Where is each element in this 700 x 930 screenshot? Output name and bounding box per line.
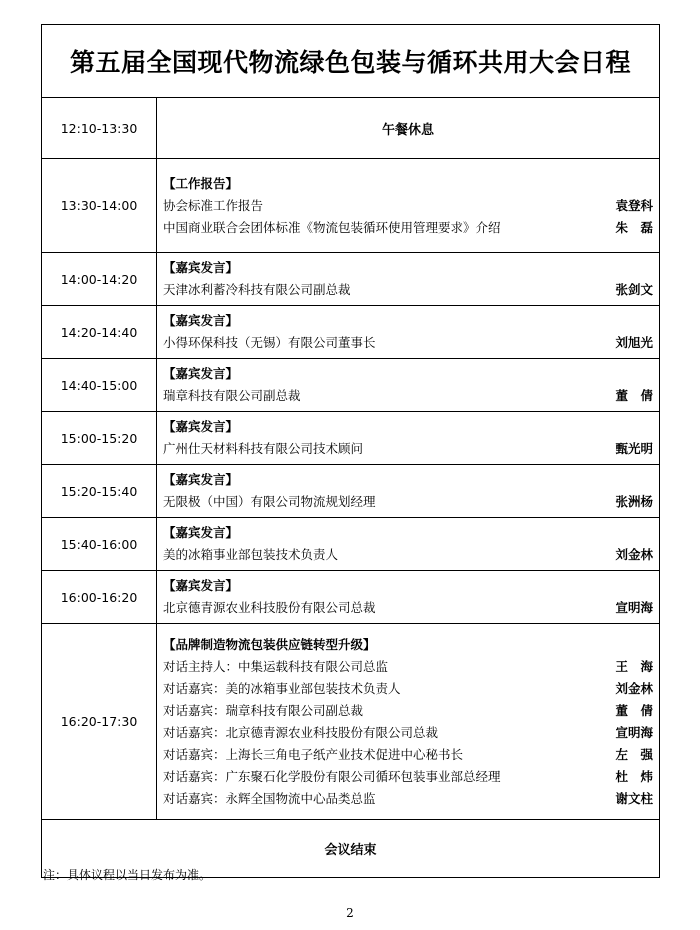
section-heading: 【嘉宾发言】	[163, 525, 239, 540]
session-content	[157, 518, 660, 571]
time-cell: 14:00-14:20	[42, 253, 157, 306]
session-row	[42, 253, 660, 306]
speaker-line	[163, 678, 653, 700]
speaker-line	[163, 385, 653, 407]
speaker-line	[163, 217, 653, 239]
time-cell: 16:00-16:20	[42, 571, 157, 624]
speaker-name: 宣明海	[615, 600, 654, 615]
speaker-line	[163, 700, 653, 722]
time-cell: 12:10-13:30	[42, 98, 157, 159]
time-cell: 15:00-15:20	[42, 412, 157, 465]
session-row	[42, 465, 660, 518]
section-heading: 【嘉宾发言】	[163, 578, 239, 593]
speaker-name: 刘金林	[615, 680, 654, 696]
speaker-name: 左 强	[615, 746, 654, 762]
speaker-name: 董 倩	[615, 388, 654, 403]
speaker-name: 王 海	[615, 658, 654, 674]
speaker-line	[163, 332, 653, 354]
speaker-name: 宣明海	[615, 724, 654, 740]
session-row	[42, 571, 660, 624]
speaker-name: 杜 炜	[615, 768, 654, 784]
speaker-name: 谢文柱	[615, 790, 654, 806]
session-row	[42, 159, 660, 253]
session-content	[157, 359, 660, 412]
talk-title: 北京德青源农业科技股份有限公司总裁	[163, 600, 376, 615]
section-heading: 【嘉宾发言】	[163, 313, 239, 328]
speaker-name: 刘金林	[615, 547, 654, 562]
talk-title: 瑞章科技有限公司副总裁	[163, 388, 301, 403]
session-content	[157, 624, 660, 820]
talk-title: 对话嘉宾：上海长三角电子纸产业技术促进中心秘书长	[163, 746, 464, 762]
talk-title: 对话主持人：中集运载科技有限公司总监	[163, 658, 389, 674]
talk-title: 天津冰利蓄冷科技有限公司副总裁	[163, 282, 351, 297]
talk-title: 对话嘉宾：永辉全国物流中心品类总监	[163, 790, 376, 806]
session-content	[157, 571, 660, 624]
speaker-line	[163, 766, 653, 788]
speaker-name: 朱 磊	[615, 219, 654, 235]
speaker-name: 张洲杨	[615, 494, 654, 509]
time-cell: 14:40-15:00	[42, 359, 157, 412]
speaker-line	[163, 195, 653, 217]
session-row	[42, 359, 660, 412]
speaker-line	[163, 788, 653, 810]
speaker-line	[163, 722, 653, 744]
section-heading: 【嘉宾发言】	[163, 366, 239, 381]
session-row	[42, 624, 660, 820]
speaker-name: 刘旭光	[615, 335, 654, 350]
talk-title: 协会标准工作报告	[163, 197, 264, 213]
speaker-name: 甄光明	[615, 441, 654, 456]
section-heading: 【工作报告】	[163, 175, 239, 191]
talk-title: 美的冰箱事业部包装技术负责人	[163, 547, 339, 562]
session-content	[157, 253, 660, 306]
speaker-name: 董 倩	[615, 702, 654, 718]
schedule-sheet	[41, 24, 659, 878]
session-content	[157, 412, 660, 465]
section-heading: 【嘉宾发言】	[163, 472, 239, 487]
speaker-name: 袁登科	[615, 197, 654, 213]
session-content	[157, 159, 660, 253]
section-heading: 【嘉宾发言】	[163, 260, 239, 275]
page-title: 第五届全国现代物流绿色包装与循环共用大会日程	[42, 25, 660, 98]
talk-title: 中国商业联合会团体标准《物流包装循环使用管理要求》介绍	[163, 219, 501, 235]
time-cell: 14:20-14:40	[42, 306, 157, 359]
time-cell: 15:40-16:00	[42, 518, 157, 571]
time-cell: 15:20-15:40	[42, 465, 157, 518]
time-cell: 13:30-14:00	[42, 159, 157, 253]
section-heading: 【品牌制造物流包装供应链转型升级】	[163, 636, 376, 652]
speaker-line	[163, 279, 653, 301]
speaker-line	[163, 597, 653, 619]
section-heading: 【嘉宾发言】	[163, 419, 239, 434]
lunch-label: 午餐休息	[157, 98, 660, 159]
session-row	[42, 518, 660, 571]
page-number: 2	[346, 906, 354, 920]
talk-title: 对话嘉宾：广东聚石化学股份有限公司循环包装事业部总经理	[163, 768, 501, 784]
speaker-name: 张剑文	[615, 282, 654, 297]
speaker-line	[163, 491, 653, 513]
time-cell: 16:20-17:30	[42, 624, 157, 820]
session-row	[42, 412, 660, 465]
talk-title: 无限极（中国）有限公司物流规划经理	[163, 494, 376, 509]
session-content	[157, 306, 660, 359]
speaker-line	[163, 744, 653, 766]
talk-title: 小得环保科技（无锡）有限公司董事长	[163, 335, 376, 350]
closing-label: 会议结束	[42, 820, 660, 878]
schedule-table	[41, 24, 660, 878]
speaker-line	[163, 544, 653, 566]
title-row	[42, 25, 660, 98]
session-row	[42, 306, 660, 359]
talk-title: 对话嘉宾：北京德青源农业科技股份有限公司总裁	[163, 724, 439, 740]
speaker-line	[163, 656, 653, 678]
speaker-line	[163, 438, 653, 460]
session-content	[157, 465, 660, 518]
talk-title: 广州仕天材料科技有限公司技术顾问	[163, 441, 364, 456]
footnote: 注：具体议程以当日发布为准。	[43, 868, 212, 882]
lunch-row	[42, 98, 660, 159]
talk-title: 对话嘉宾：瑞章科技有限公司副总裁	[163, 702, 364, 718]
talk-title: 对话嘉宾：美的冰箱事业部包装技术负责人	[163, 680, 401, 696]
